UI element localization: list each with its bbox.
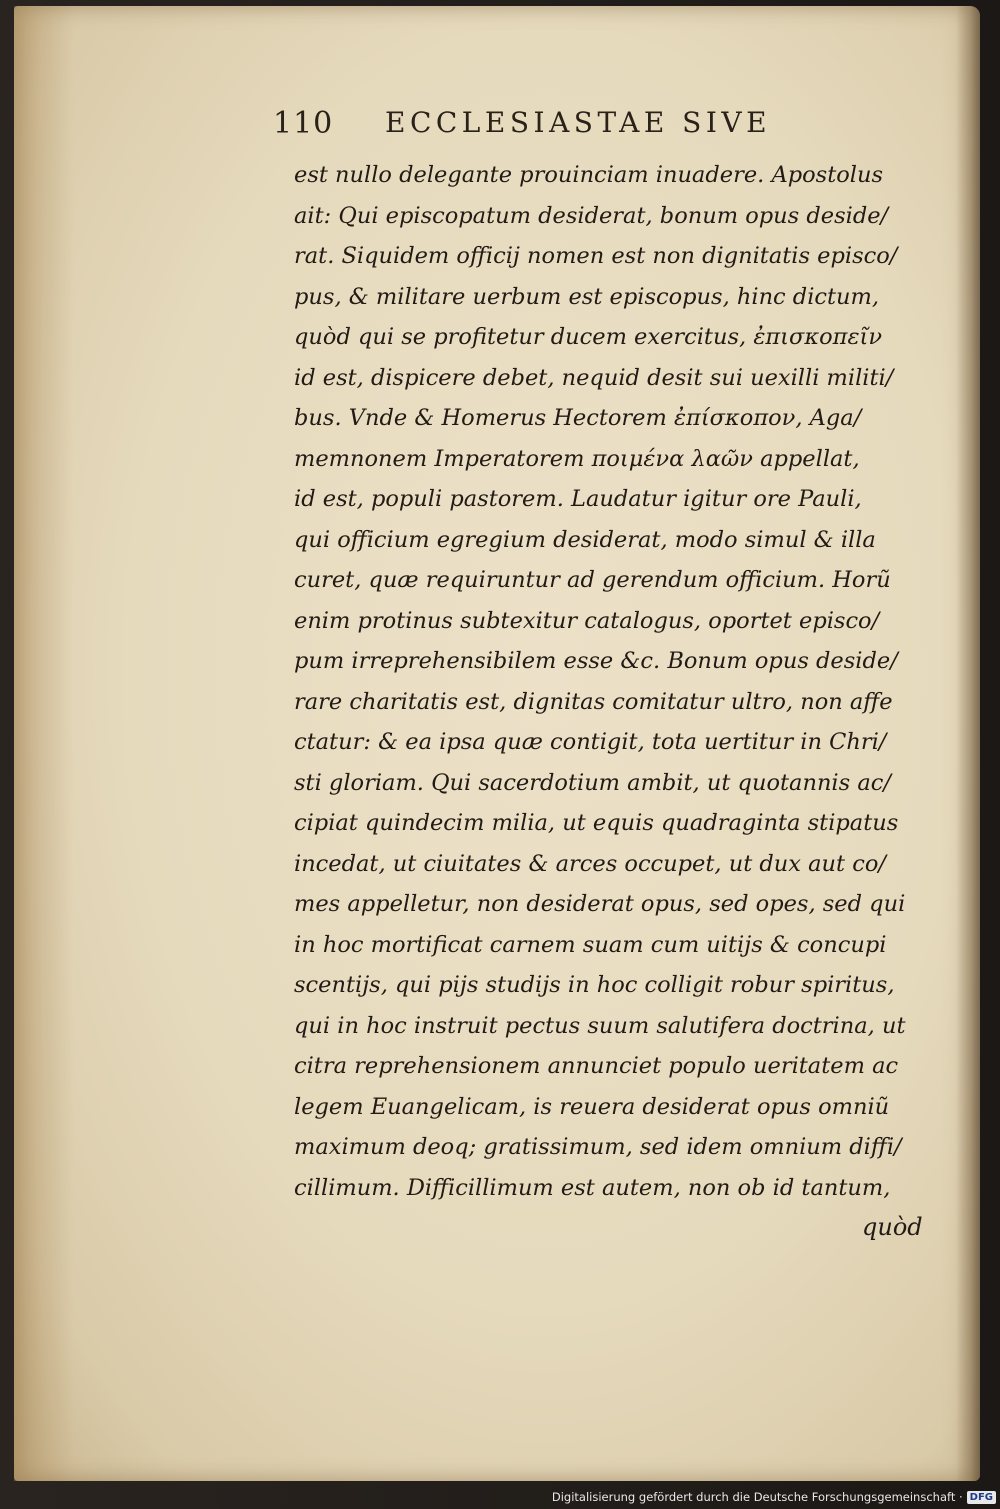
text-line: in hoc mortificat carnem suam cum uitijs & concupi	[294, 931, 887, 958]
page-gutter-stain	[14, 6, 74, 1481]
text-line: citra reprehensionem annunciet populo ueritatem ac	[294, 1053, 899, 1079]
text-line: rare charitatis est, dignitas comitatur ultro, non affe	[294, 688, 893, 715]
text-line: enim protinus subtexitur catalogus, oportet episco/	[294, 607, 880, 634]
text-line: qui in hoc instruit pectus suum salutifera doctrina, ut	[294, 1012, 906, 1039]
text-line: scentijs, qui pijs studijs in hoc colligit robur spiritus,	[294, 972, 895, 998]
text-line: bus. Vnde & Homerus Hectorem ἐπίσκοπον, Aga/	[294, 405, 862, 431]
text-line: id est, populi pastorem. Laudatur igitur ore Pauli,	[294, 486, 862, 512]
text-line: sti gloriam. Qui sacerdotium ambit, ut quotannis ac/	[294, 769, 891, 796]
text-line: cillimum. Difficillimum est autem, non ob id tantum,	[294, 1174, 891, 1201]
text-line: legem Euangelicam, is reuera desiderat opus omniũ	[294, 1093, 890, 1120]
text-line: id est, dispicere debet, nequid desit sui uexilli militi/	[294, 364, 894, 391]
text-line: qui officium egregium desiderat, modo simul & illa	[294, 526, 876, 553]
text-line: ait: Qui episcopatum desiderat, bonum opus deside/	[294, 202, 889, 229]
text-line: maximum deoq; gratissimum, sed idem omnium diffi/	[294, 1134, 902, 1160]
text-line: curet, quæ requiruntur ad gerendum officium. Horũ	[294, 567, 891, 593]
body-text	[294, 155, 934, 1208]
text-line: rat. Siquidem officij nomen est non dignitatis episco/	[294, 243, 898, 269]
text-line: est nullo delegante prouinciam inuadere. Apostolus	[294, 162, 884, 188]
funding-credit: Digitalisierung gefördert durch die Deutsche Forschungsgemeinschaft ·	[551, 1490, 963, 1504]
text-line: ctatur: & ea ipsa quæ contigit, tota uertitur in Chri/	[294, 729, 887, 755]
dfg-logo-icon: DFG	[967, 1491, 996, 1504]
text-line: cipiat quindecim milia, ut equis quadraginta stipatus	[294, 810, 899, 836]
page-edge-shadow	[956, 6, 980, 1481]
text-line: incedat, ut ciuitates & arces occupet, ut dux aut co/	[294, 850, 886, 877]
text-line: pum irreprehensibilem esse &c. Bonum opus deside/	[294, 648, 898, 674]
catchword: quòd	[862, 1213, 923, 1241]
text-line: pus, & militare uerbum est episcopus, hinc dictum,	[294, 283, 880, 310]
page-number: 110	[273, 106, 334, 141]
funding-footer	[552, 1488, 996, 1506]
text-line: quòd qui se profitetur ducem exercitus, ἐπισκοπεῖν	[294, 324, 883, 350]
running-head	[273, 106, 853, 146]
text-line: memnonem Imperatorem ποιμένα λαῶν appellat,	[294, 445, 860, 472]
running-title: ECCLESIASTAE SIVE	[385, 106, 772, 139]
text-line: mes appelletur, non desiderat opus, sed opes, sed qui	[294, 891, 906, 917]
